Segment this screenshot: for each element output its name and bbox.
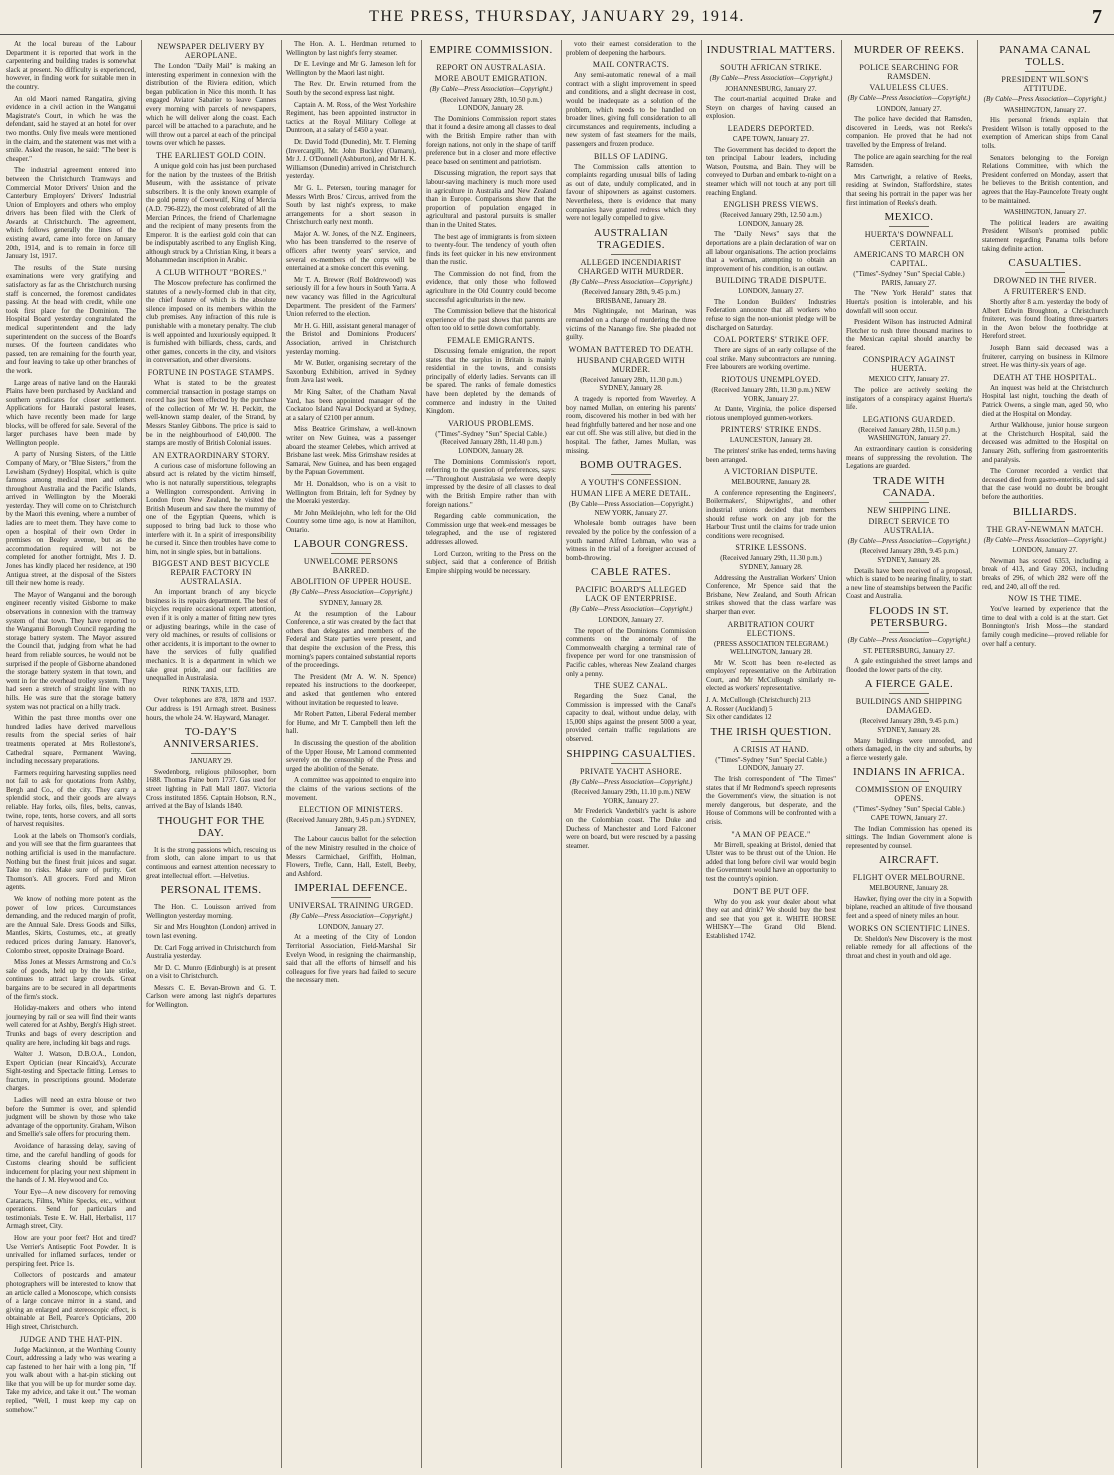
- article-paragraph: Mr H. G. Hill, assistant general manager of the Bristol and Dominions Producers' Association, arrived in Christchurch yesterday morning.: [286, 321, 416, 356]
- vote-list: [706, 696, 836, 722]
- dateline: LONDON, January 27.: [318, 922, 384, 931]
- article-paragraph: Miss Jones at Messrs Armstrong and Co.'s sale of goods, held up by the late strike, continues to attract large crowds. Great bargains are to be secured in all departments of the firm's stock.: [6, 958, 136, 1001]
- headline-rule: [611, 581, 651, 582]
- dateline: ("Times"-Sydney "Sun" Special Cable.) CAPE TOWN, January 27.: [853, 805, 965, 822]
- article-paragraph: The London Builders' Industries Federation announce that all workers who refuse to sign the non-unionist pledge will be discharged on Saturday.: [706, 297, 836, 332]
- article-paragraph: The court-martial acquitted Drake and Steyn on charges of having caused an explosion.: [706, 95, 836, 121]
- article-subheading: REPORT ON AUSTRALASIA.: [436, 63, 546, 72]
- article-paragraph: Discussing female emigration, the report states that the surplus in Britain is mainly residential in the towns, and consists principally of elderly ladies. Servants can ill be spared. The ranks of female domestics have been depleted by the demands of commerce and industry in the United Kingdom.: [426, 347, 556, 416]
- article-paragraph: Avoidance of harassing delay, saving of time, and the careful handling of goods for Customs clearing should be sufficient inducement for placing your next shipment in the hands of J. M. Heywood and Co.: [6, 1142, 136, 1185]
- article-paragraph: His personal friends explain that President Wilson is totally opposed to the exemption of American ships from Canal tolls.: [982, 116, 1108, 150]
- article-paragraph: Lord Curzon, writing to the Press on the subject, said that a conference of British Empire shipping would be necessary.: [426, 549, 556, 575]
- article-paragraph: We know of nothing more potent as the power of low prices. Curcumstances demanding, and the reduced margin of profit, are the Annual Sale. Dress Goods and Silks, Mantles, Skirts, Costumes, etc., at greatly reduced prices during January. Hanover's, Colombo street, opposite Drainage Board.: [6, 895, 136, 955]
- article-paragraph: Mr King Salter, of the Chatham Naval Yard, has been appointed manager of the Cockatoo Island Naval Dockyard at Sydney, at a salary of £2100 per annum.: [286, 387, 416, 422]
- article-paragraph: The political leaders are awaiting President Wilson's promised public statement regarding Panama tolls before taking definite action.: [982, 218, 1108, 253]
- article-paragraph: Large areas of native land on the Hauraki Plains have been purchased by Auckland and southern syndicates for closer settlement. Applications for Hauraki pastoral leases, which have recently been made for large blocks, will be offered for sale. Several of the larger purchases have been made by Wellington people.: [6, 378, 136, 447]
- article-paragraph: Mr W. Scott has been re-elected as employers' representative on the Arbitration Court, and Mr McCullough similarly re-elected as workers' representative.: [706, 658, 836, 693]
- masthead: [0, 0, 1114, 35]
- article-headline: THOUGHT FOR THE DAY.: [157, 814, 265, 839]
- headline-rule: [1025, 521, 1065, 522]
- dateline: (Received January 28th, 11.30 p.m.) NEW YORK, January 27.: [711, 386, 831, 403]
- source-line: (By Cable—Press Association—Copyright.): [569, 277, 693, 286]
- article-headline: AIRCRAFT.: [879, 854, 939, 867]
- article-paragraph: Within the past three months over one hundred ladies have derived marvellous results from the special series of hair treatments operated at Mrs Rollestone's, Cathedral square, Permanent Waving, including necessary preparations.: [6, 714, 136, 766]
- article-subheading: A FRUITERER'S END.: [1003, 287, 1087, 297]
- article-paragraph: Messrs C. E. Bevan-Brown and G. T. Carlson were among last night's departures for Wellington.: [146, 983, 276, 1010]
- article-paragraph: At the local bureau of the Labour Department it is reported that work in the carpentering and building trades is somewhat slack at present. No difficulty is experienced, however, in finding work for suitable men in the country.: [6, 40, 136, 91]
- article-subheading: RIOTOUS UNEMPLOYED.: [721, 375, 821, 385]
- article-paragraph: A curious case of misfortune following an absurd act is related by the victim himself, who is not naturally superstitious, telegraphs a Wellington correspondent. Arriving in London from New Zealand, he visited the British Museum and saw there the mummy of one of the Egyptian Queens, which is supposed to bring bad luck to those who interfere with it. In a spirit of irresponsibility he cursed it. Since then troubles have come to him, not in single spies, but in battalions.: [146, 461, 276, 556]
- article-subheading: WOMAN BATTERED TO DEATH.: [568, 344, 694, 354]
- article-subheading: STRIKE LESSONS.: [735, 543, 807, 553]
- article-subheading: NEWSPAPER DELIVERY BY AEROPLANE.: [157, 42, 265, 60]
- dateline: LONDON, January 27.: [598, 615, 664, 624]
- article-paragraph: The Government has decided to deport the ten principal Labour leaders, including Watson, Poutsma, and Bain. They will be conveyed to Durban and embark to-night on a steamer which will not touch at any port till reaching England.: [706, 145, 836, 197]
- source-line: (By Cable—Press Association—Copyright.): [709, 74, 833, 82]
- dateline: (Received January 29th, 11.10 p.m.) NEW YORK, January 27.: [571, 788, 691, 805]
- article-paragraph: You've learned by experience that the time to deal with a cold is at the start. Get Bonnington's Irish Moss—the standard family cough medicine—proved reliable for over half a century.: [982, 605, 1108, 648]
- dateline: (Received January 28th, 11.30 p.m.) SYDNEY, January 28.: [580, 375, 682, 393]
- article-subheading: PRINTERS' STRIKE ENDS.: [720, 425, 822, 435]
- article-paragraph: Details have been received of a proposal, which is stated to be nearing finality, to start a new line of steamships between the Pacific Coast and Australia.: [846, 566, 972, 601]
- article-paragraph: An important branch of any bicycle business is its repairs department. The best of bicycles require occasional expert attention, even if it is only a matter of fitting new tyres or adjusting bearings, while in the case of very old machines, or results of collisions or other accidents, it is important to the owner to have the services of fully qualified mechanics. It is a department in which we take great pride, and our facilities are unequalled in Australasia.: [146, 588, 276, 683]
- article-subheading: "A MAN OF PEACE.": [731, 829, 811, 839]
- article-paragraph: The Mayor of Wanganui and the borough engineer recently visited Gisborne to make observations in connexion with the tramway system of that town. They have reported to the Wanganui Borough Council regarding the storage battery system. The Mayor assured the Council that, judging from what he had heard from reliable sources, he would not be surprised if the people of Gisborne abandoned the storage battery system in that town, and went in for the overhead trolley system. They had seen a stretch of straight line with no hills. He was sure that the storage battery system was not practical on a hilly track.: [6, 590, 136, 711]
- article-subheading: JUDGE AND THE HAT-PIN.: [19, 1334, 123, 1344]
- article-headline: INDIANS IN AFRICA.: [852, 766, 965, 779]
- article-subheading: VARIOUS PROBLEMS.: [448, 418, 534, 428]
- dateline: SYDNEY, January 28.: [319, 599, 383, 608]
- headline-rule: [471, 59, 511, 60]
- article-paragraph: It is the strong passions which, rescuing us from sloth, can alone impart to us that continuous and earnest attention necessary to great intellectual effort. —Helvetius.: [146, 845, 276, 880]
- column-7: [842, 40, 976, 1468]
- article-paragraph: The President (Mr A. W. N. Spence) repeated his instructions to the doorkeeper, and asked that gentlemen who entered without invitation be requested to leave.: [286, 672, 416, 707]
- article-paragraph: Any semi-automatic renewal of a mail contract with a slight improvement in speed and conditions, and a slight decrease in cost, would be inadequate as a solution of the problem, which needs to be handled on broader lines, giving full consideration to all circumstances and requirements, including a new system of fast steamers for the mails, passengers and frozen produce.: [566, 71, 696, 148]
- article-paragraph: The Hon. A. L. Herdman returned to Wellington by last night's ferry steamer.: [286, 40, 416, 57]
- headline-rule: [191, 753, 231, 754]
- vote-list-item: A. Rosser (Auckland) 5: [706, 704, 773, 713]
- article-paragraph: The Commission believe that the historical experience of the past shows that parents are often too old to settle down comfortably.: [426, 307, 556, 333]
- article-paragraph: Hawker, flying over the city in a Sopwith biplane, reached an altitude of five thousand feet and a speed of ninety miles an hour.: [846, 894, 972, 921]
- article-paragraph: The Commission do not find, from the evidence, that only those who followed agriculture in the Old Country could become successful agriculturists in the new.: [426, 269, 556, 304]
- dateline: (Received January 28th, 9.45 p.m.) SYDNEY, January 28.: [286, 816, 416, 833]
- article-paragraph: President Wilson has instructed Admiral Fletcher to rush three thousand marines to the Mexican capital should anarchy be feared.: [846, 318, 972, 352]
- article-subheading: UNWELCOME PERSONS BARRED.: [303, 557, 399, 576]
- article-subheading: WORKS ON SCIENTIFIC LINES.: [847, 923, 971, 933]
- headline-rule: [889, 59, 929, 60]
- article-subheading: SOUTH AFRICAN STRIKE.: [720, 63, 822, 72]
- article-paragraph: Collectors of postcards and amateur photographers will be interested to know that an article called a Monoscope, which consists of a large concave mirror in a stand, and giving an enlarged and stereoscopic effect, is obtainable at Bell, Pearce's Opticians, 200 High street, Christchurch.: [6, 1271, 136, 1331]
- article-subheading: BILLS OF LADING.: [594, 151, 668, 161]
- headline-rule: [191, 899, 231, 900]
- page-number: 7: [1092, 6, 1102, 28]
- article-paragraph: The Rev. Dr. Erwin returned from the South by the second express last night.: [286, 80, 416, 97]
- article-paragraph: The industrial agreement entered into between the Christchurch Tramways and Commercial Motor Drivers' Union and the Canterbury Employers' Drivers' Industrial Union of Employers and others who employ drivers has been filed with the Clerk of Awards at Christchurch. The agreement, which follows generally the lines of the existing award, came into force on January 20th, 1914, and is to remain in force till January 1st, 1917.: [6, 166, 136, 261]
- article-subheading: CONSPIRACY AGAINST HUERTA.: [862, 355, 956, 374]
- article-paragraph: Judge Mackinnon, at the Worthing County Court, addressing a lady who was wearing a cap fastened to her hair with a long pin, "If you walk about with a hat-pin sticking out like that you will be up for murder some day. Take my advice, and take it out." The woman replied, "Well, I must keep my cap on somehow.": [6, 1345, 136, 1414]
- article-subheading: ABOLITION OF UPPER HOUSE.: [290, 577, 412, 587]
- article-paragraph: The Labour caucus ballot for the selection of the new Ministry resulted in the choice of Messrs Carmichael, Griffith, Holman, Flowers, Trefle, Cann, Hall, Estell, Beeby, and Ashford.: [286, 835, 416, 878]
- article-paragraph: An extraordinary caution is considering means of suppressing the revolution. The Legations are guarded.: [846, 445, 972, 471]
- article-subheading: AMERICANS TO MARCH ON CAPITAL.: [853, 250, 965, 269]
- column-8: [978, 40, 1112, 1468]
- article-paragraph: Discussing migration, the report says that labour-saving machinery is much more used in agriculture in Australia and New Zealand than in Europe. Comparisons show that the proportion of population engaged in agricultural and pastoral pursuits is smaller than in the United States.: [426, 169, 556, 229]
- dateline: LONDON, January 27.: [876, 104, 942, 113]
- article-subheading: HUMAN LIFE A MERE DETAIL.: [571, 489, 691, 499]
- article-headline: CASUALTIES.: [1008, 257, 1082, 270]
- article-subheading: BUILDINGS AND SHIPPING DAMAGED.: [855, 697, 963, 716]
- article-paragraph: Dr. Sheldon's New Discovery is the most reliable remedy for all affections of the throat and chest in youth and old age.: [846, 934, 972, 960]
- article-paragraph: Joseph Bann said deceased was a fruiterer, carrying on business in Kilmore street. He was thirty-six years of age.: [982, 344, 1108, 370]
- source-line: (By Cable—Press Association—Copyright.): [289, 912, 413, 921]
- article-subheading: LEADERS DEPORTED.: [727, 123, 815, 133]
- dateline: JOHANNESBURG, January 27.: [725, 84, 817, 93]
- headline-rule: [611, 474, 651, 475]
- article-headline: EMPIRE COMMISSION.: [429, 44, 553, 56]
- article-subheading: ARBITRATION COURT ELECTIONS.: [727, 619, 815, 638]
- article-headline: CABLE RATES.: [591, 566, 671, 579]
- article-paragraph: What is stated to be the greatest commercial transaction in postage stamps on record has just been effected by the purchase of the collection of Mr W. H. Peckitt, the well-known stamp dealer, of the Strand, by Messrs Stanley Gibbons. The price is said to be in the neighbourhood of £40,000. The stamps are mostly of British Colonial issues.: [146, 379, 276, 448]
- source-line: (By Cable—Press Association—Copyright.): [983, 95, 1107, 103]
- article-subheading: BUILDING TRADE DISPUTE.: [715, 276, 827, 286]
- masthead-title: THE PRESS, THURSDAY, JANUARY 29, 1914.: [369, 8, 745, 25]
- article-subheading: PRESIDENT WILSON'S ATTITUDE.: [1001, 75, 1089, 93]
- dateline: LONDON, January 27.: [738, 287, 804, 296]
- article-subheading: A CLUB WITHOUT "BORES.": [155, 268, 267, 278]
- source-line: (By Cable—Press Association—Copyright.): [429, 85, 553, 93]
- dateline: CAPE TOWN, January 27.: [732, 134, 810, 143]
- article-paragraph: The Moscow prefecture has confirmed the statutes of a newly-formed club in that city, the chief feature of which is the absolute silence imposed on its members within the club premises. Any infraction of this rule is punishable with a monetary penalty. The club is well appointed and luxuriously equipped. It is furnished with billiards, chess, cards, and other games, concerts in the city, and visitors in conversation, and other diversions.: [146, 279, 276, 365]
- article-headline: FLOODS IN ST. PETERSBURG.: [869, 604, 949, 629]
- dateline: ("Times"-Sydney "Sun" Special Cable.) (Received January 28th, 11.40 p.m.) LONDON, January 28.: [435, 429, 547, 455]
- article-paragraph: Mr T. A. Brewer (Rolf Boldrewood) was seriously ill for a few hours in South Yarra. A new vacancy was filled in the Agricultural Department. The president of the Farmers' Union referred to the election.: [286, 275, 416, 319]
- article-headline: A FIERCE GALE.: [864, 678, 954, 691]
- article-paragraph: Farmers requiring harvesting supplies need not fail to ask for quotations from Ashby, Bergh and Co., of the city. They carry a splendid stock, and their goods are always reliable. Hay forks, oils, files, belts, canvas, twine, rope, tents, horse covers, and all sorts of harvest requisites.: [6, 768, 136, 829]
- article-headline: MURDER OF REEKS.: [853, 44, 965, 56]
- dateline: MELBOURNE, January 28.: [731, 478, 811, 487]
- article-paragraph: Miss Beatrice Grimshaw, a well-known writer on New Guinea, was a passenger aboard the steamer Celebes, which arrived at Brisbane last week. Miss Grimshaw resides at Samarai, New Guinea, and has been engaged by the Papuan Government.: [286, 425, 416, 477]
- article-subheading: FEMALE EMIGRANTS.: [447, 336, 535, 346]
- dateline: (Received January 28th, 9.45 p.m.) BRISBANE, January 28.: [581, 288, 681, 305]
- article-headline: TRADE WITH CANADA.: [873, 474, 945, 499]
- column-6: [702, 40, 840, 1468]
- article-paragraph: Mr G. L. Petersen, touring manager for Messrs Wirth Bros.' Circus, arrived from the South by last night's express, to make arrangements for a short season in Christchurch early next month.: [286, 183, 416, 227]
- article-paragraph: Regarding the Suez Canal, the Commission is impressed with the Canal's capacity to deal, without undue delay, with 15,000 ships against the present 5000 a year, provided certain traffic regulations are observed.: [566, 692, 696, 744]
- dateline: (Received January 28th, 9.45 p.m.) SYDNEY, January 28.: [859, 547, 959, 564]
- headline-rule: [889, 781, 929, 782]
- article-paragraph: Walter J. Watson, D.B.O.A., London, Expert Optician (near Kincaid's), Accurate Sight-testing and Spectacle fitting. Lenses to fracture, in prescriptions ground. Moderate charges.: [6, 1050, 136, 1093]
- article-subheading: DROWNED IN THE RIVER.: [993, 276, 1097, 286]
- article-paragraph: Holiday-makers and others who intend journeying by rail or sea will find their wants well catered for at Ashby, Bergh's High street. Trunks and bags of every description and quality are here, including kit bags and rugs.: [6, 1004, 136, 1047]
- source-line: (By Cable—Press Association—Copyright.): [847, 536, 971, 545]
- article-paragraph: In discussing the question of the abolition of the Upper House, Mr Lamond commented severely on the censorship of the Press and urged the abolition of the Senate.: [286, 738, 416, 773]
- headline-rule: [331, 897, 371, 898]
- article-paragraph: Dr E. Levinge and Mr G. Jameson left for Wellington by the Maori last night.: [286, 60, 416, 77]
- article-paragraph: An inquest was held at the Christchurch Hospital last night, touching the death of Patrick Owens, a single man, aged 50, who died at the Hospital on Monday.: [982, 383, 1108, 418]
- article-paragraph: There are signs of an early collapse of the coal strike. Many subcontractors are running. Free labourers are working overtime.: [706, 346, 836, 372]
- article-subheading: COMMISSION OF ENQUIRY OPENS.: [855, 785, 963, 804]
- article-subheading: LEGATIONS GUARDED.: [862, 414, 956, 424]
- article-subheading: POLICE SEARCHING FOR RAMSDEN.: [859, 63, 959, 81]
- article-paragraph: Captain A. M. Ross, of the West Yorkshire Regiment, has been appointed instructor in tactics at the Royal Military College at Duntroon, at a salary of £450 a year.: [286, 100, 416, 135]
- article-subheading: HUERTA'S DOWNFALL CERTAIN.: [864, 230, 954, 249]
- article-subheading: MORE ABOUT EMIGRATION.: [434, 74, 548, 83]
- article-paragraph: At Dante, Virginia, the police dispersed riotous unemployed gunmen-workers.: [706, 405, 836, 422]
- article-paragraph: How are your poor feet? Hot and tired? Use Verrier's Antiseptic Foot Powder. It is unrivalled for inflamed surfaces, tender or perspiring feet. Price 1s.: [6, 1233, 136, 1268]
- article-headline: IMPERIAL DEFENCE.: [294, 882, 408, 895]
- article-paragraph: At the resumption of the Labour Conference, a stir was created by the fact that others than delegates and members of the Federal and State parties were present, and that despite the exclusion of the Press, this morning's papers contained substantial reports of the proceedings.: [286, 609, 416, 670]
- column-3: [282, 40, 420, 1468]
- article-paragraph: The best age of immigrants is from sixteen to twenty-four. The tendency of youth often finds its feet quicker in his new environment than the rustic.: [426, 232, 556, 267]
- article-paragraph: A tragedy is reported from Waverley. A boy named Mullan, on entering his parents' room, discovered his mother in bed with her head frightfully battered and her nose and one ear cut off. She was still alive, but died in the hospital. The father, James Mullan, was missing.: [566, 395, 696, 455]
- article-subheading: UNIVERSAL TRAINING URGED.: [288, 901, 414, 911]
- headline-rule: [889, 226, 929, 227]
- article-headline: SHIPPING CASUALTIES.: [566, 747, 696, 760]
- article-paragraph: Mrs Cartwright, a relative of Reeks, residing at Swindon, Staffordshire, states that seeing his portrait in the paper was her first intimation of Reeks's death.: [846, 172, 972, 207]
- article-paragraph: voto their earnest consideration to the problem of deepening the harbours.: [566, 40, 696, 57]
- article-paragraph: The police are actively seeking the instigators of a conspiracy against Huerta's life.: [846, 386, 972, 412]
- article-paragraph: Senators belonging to the Foreign Relations Committee, with which the President conferred on Monday, assert that he believes to the British contention, and agrees that the Hay-Pauncefote Treaty ought to be maintained.: [982, 153, 1108, 205]
- article-paragraph: Wholesale bomb outrages have been revealed by the police by the confession of a youth named Alfred Lehman, who was a witness in the trial of a foreigner accused of bomb-throwing.: [566, 519, 696, 562]
- headline-rule: [889, 632, 929, 633]
- article-paragraph: The Irish correspondent of "The Times" states that if Mr Redmond's speech represents the Government's view, the situation is not merely dangerous, but desperate, and the House of Commons will be confronted with a crisis.: [706, 775, 836, 826]
- article-paragraph: Sir and Mrs Houghton (London) arrived in town last evening.: [146, 923, 276, 940]
- article-subheading: DON'T BE PUT OFF.: [733, 886, 809, 896]
- article-paragraph: Mrs Nightingale, not Marinan, was remanded on a charge of murdering the three victims of the Nanango fire. She pleaded not guilty.: [566, 307, 696, 342]
- dateline: WASHINGTON, January 27.: [1003, 208, 1087, 217]
- article-paragraph: Swedenborg, religious philosopher, born 1688. Thomas Paine born 1737. Gas used for street lighting in Pall Mall 1807. Victoria Cross instituted 1856. Captain Hobson, R.N., arrived at the Bay of Islands 1840.: [146, 767, 276, 811]
- dateline: LONDON, January 27.: [1012, 546, 1078, 555]
- headline-rule: [889, 869, 929, 870]
- article-paragraph: Dr. David Todd (Dunedin), Mr. T. Fleming (Invercargill), Mr. John Buckley (Oamaru), Mr J. J. O'Donnell (Ashburton), and Mr H. K. Williamson (Dunedin) arrived in Christchurch yesterday.: [286, 137, 416, 181]
- article-subheading: THE GRAY-NEWMAN MATCH.: [986, 524, 1104, 534]
- article-paragraph: Your Eye—A new discovery for removing Cataracts, Films, White Specks, etc., without operations. Send for particulars and testimonials. Teste E. W. Hall, Herbalist, 117 Armagh street, City.: [6, 1188, 136, 1231]
- source-line: (By Cable—Press Association—Copyright.): [569, 605, 693, 614]
- article-subheading: AN EXTRAORDINARY STORY.: [152, 450, 270, 460]
- article-paragraph: Mr Robert Patten, Liberal Federal member for Hume, and Mr T. Campbell then left the hall.: [286, 710, 416, 736]
- article-paragraph: Dr. Carl Fogg arrived in Christchurch from Australia yesterday.: [146, 943, 276, 961]
- article-subheading: DIRECT SERVICE TO AUSTRALIA.: [868, 516, 950, 535]
- article-paragraph: The London "Daily Mail" is making an interesting experiment in connexion with the distribution of the Riviera edition, which began publication in Nice this month. It has engaged Aviator Sabatier to leave Cannes every morning with parcels of newspapers, which he will deliver along the coast. Each parcel will be attached to a parachute, and he will throw out a parcel at each of the principal towns over which he passes.: [146, 62, 276, 148]
- article-paragraph: The printers' strike has ended, terms having been arranged.: [706, 447, 836, 464]
- article-headline: PANAMA CANAL TOLLS.: [999, 44, 1091, 68]
- article-paragraph: Many buildings were unroofed, and others damaged, in the city and suburbs, by a fierce westerly gale.: [846, 736, 972, 762]
- headline-rule: [751, 59, 791, 60]
- column-1: [2, 40, 140, 1468]
- article-subheading: THE EARLIEST GOLD COIN.: [156, 150, 266, 160]
- article-paragraph: Shortly after 8 a.m. yesterday the body of Albert Edwin Broughton, a Christchurch fruiterer, was found floating three-quarters in the Avon below the footbridge at Hereford street.: [982, 298, 1108, 341]
- headline-rule: [889, 693, 929, 694]
- article-paragraph: An old Maori named Rangatira, giving evidence in a civil action in the Wanganui Magistrate's Court, in which he was the defendant, said he stayed at an hotel for over two months. Only five meals were mentioned in the claim, and the statement was met with a smile. Asked the reason, he said: "The beer is cheaper.": [6, 94, 136, 163]
- article-paragraph: Over telephones are 878, 1878 and 1937. Our address is 191 Armagh street. Business hours, the whole 24. W. Hayward, Manager.: [146, 696, 276, 722]
- article-headline: BILLIARDS.: [1012, 505, 1078, 518]
- source-line: (By Cable—Press Association—Copyright.): [289, 588, 413, 597]
- dateline: RINK TAXIS, LTD.: [182, 685, 240, 694]
- article-paragraph: The Hon. C. Louisson arrived from Wellington yesterday morning.: [146, 903, 276, 920]
- article-paragraph: The police are again searching for the real Ramsden.: [846, 152, 972, 170]
- article-paragraph: The "New York Herald" states that Huerta's position is intolerable, and his downfall will soon occur.: [846, 289, 972, 315]
- dateline: (By Cable—Press Association—Copyright.) NEW YORK, January 27.: [568, 500, 694, 517]
- article-paragraph: Look at the labels on Thomson's cordials, and you will see that the firm guarantees that nothing artificial is used in the manufacture. Nothing but the finest fruit juices and sugar. Take no risks. Make sure of purity. Get Thomson's. All grocers. Ford and Miron agents.: [6, 831, 136, 892]
- article-paragraph: Newman has scored 6353, including a break of 413, and Gray 2063, including breaks of 296, of which 282 were off the red, and 240, all off the red.: [982, 556, 1108, 591]
- article-paragraph: Mr Birrell, speaking at Bristol, denied that Ulster was to be thrust out of the Union. He added that long before civil war would begin the Government would have an opportunity to test the country's opinion.: [706, 840, 836, 883]
- dateline: LAUNCESTON, January 28.: [729, 436, 813, 445]
- column-4: [422, 40, 560, 1468]
- article-headline: INDUSTRIAL MATTERS.: [706, 44, 836, 56]
- source-line: (By Cable—Press Association—Copyright.): [847, 635, 971, 644]
- article-subheading: PRIVATE YACHT ASHORE.: [580, 766, 682, 776]
- article-paragraph: The report of the Dominions Commission comments on the anomaly of the Commonwealth charging a terminal rate of fivepence per word for one transmission of Pacific cables, whereas New Zealand charges only a penny.: [566, 626, 696, 678]
- dateline: JANUARY 29.: [189, 757, 233, 766]
- article-paragraph: Ladies will need an extra blouse or two before the Summer is over, and splendid judgment will be shown by those who take advantage of the opportunity. Graham, Wilson and Smellie's sale offers for procuring them.: [6, 1096, 136, 1139]
- dateline: ("Times"-Sydney "Sun" Special Cable.) LONDON, January 27.: [715, 755, 827, 773]
- article-subheading: ALLEGED INCENDIARIST CHARGED WITH MURDER.: [578, 257, 684, 276]
- headline-rule: [751, 741, 791, 742]
- column-5: [562, 40, 700, 1468]
- article-paragraph: The Dominions Commission report states that it found a desire among all classes to deal with the British Empire rather than with foreign nations, not only in the shape of tariff preference but in a closer and more effective peace based on sentiment and patriotism.: [426, 114, 556, 166]
- article-subheading: A VICTORIAN DISPUTE.: [724, 467, 818, 477]
- dateline: WASHINGTON, January 27.: [1003, 105, 1087, 114]
- article-headline: BOMB OUTRAGES.: [579, 459, 683, 472]
- column-2: [142, 40, 280, 1468]
- article-paragraph: A party of Nursing Sisters, of the Little Company of Mary, or "Blue Sisters," from the Lewisham (Sydney) Hospital, which is quite famous among medical men and others throughout Australia and the Pacific Islands, arrived in Wellington by the Moeraki yesterday. They will come on to Christchurch by the Maori this evening, where a number of ladies are to meet them. They have come to open a hospital of their own Order in premises on Bealey avenue, but as the accommodation required will not be completed for another fortnight, Mrs J. D. Jones has kindly placed her residence, at 190 Antigua street, at the disposal of the Sisters till their new home is ready.: [6, 450, 136, 588]
- article-subheading: FORTUNE IN POSTAGE STAMPS.: [147, 368, 275, 377]
- article-paragraph: Mr Frederick Vanderbilt's yacht is ashore on the Colombian coast. The Duke and Duchess of Manchester and Lord Falconer were on board, but were rescued by a passing steamer.: [566, 807, 696, 850]
- article-paragraph: The Commission calls attention to complaints regarding unusual bills of lading as out of date, unduly complicated, and in favour of shipowners as against customers. Nevertheless, there is evidence that many companies have granted redress which they were not legally compelled to give.: [566, 162, 696, 223]
- article-paragraph: A unique gold coin has just been purchased for the nation by the trustees of the British Museum, with the assistance of private subscribers. It is the only known example of the gold penny of Coenwulf, King of Mercia (A.D. 796-822), the most celebrated of all the Mercian Princes, the friend of Charlemagne and the recipient of many presents from the Emperor. It is the earliest gold coin that can be indisputably ascribed to any English King, although struck by a Christian King, it bears a Mohammedan inscription in Arabic.: [146, 161, 276, 265]
- article-subheading: VALUELESS CLUES.: [869, 83, 949, 92]
- article-headline: LABOUR CONGRESS.: [293, 538, 409, 551]
- vote-list-item: Six other candidates 12: [706, 713, 772, 722]
- article-paragraph: Arthur Walkhouse, junior house surgeon at the Christchurch Hospital, said the deceased was admitted to the Hospital on January 26th, suffering from gastroenteritis and paralysis.: [982, 421, 1108, 464]
- article-subheading: FLIGHT OVER MELBOURNE.: [852, 873, 966, 883]
- source-line: (By Cable—Press Association—Copyright.): [983, 535, 1107, 544]
- article-subheading: ELECTION OF MINISTERS.: [298, 805, 404, 815]
- article-headline: AUSTRALIAN TRAGEDIES.: [593, 226, 669, 251]
- article-paragraph: Mr H. Donaldson, who is on a visit to Wellington from Britain, left for Sydney by the Moeraki yesterday.: [286, 479, 416, 506]
- article-subheading: HUSBAND CHARGED WITH MURDER.: [576, 355, 686, 374]
- article-subheading: COAL PORTERS' STRIKE OFF.: [713, 335, 829, 345]
- article-subheading: NOW IS THE TIME.: [1008, 594, 1082, 604]
- article-paragraph: Addressing the Australian Workers' Union Conference, Mr Spence said that the Brisbane, New Zealand, and South African strikes showed that the class warfare was sharper than ever.: [706, 573, 836, 616]
- article-paragraph: A committee was appointed to enquire into the claims of the various sections of the movement.: [286, 776, 416, 802]
- article-subheading: THE SUEZ CANAL.: [594, 681, 668, 691]
- article-subheading: NEW SHIPPING LINE.: [867, 505, 951, 515]
- headline-rule: [191, 842, 231, 843]
- dateline: (Received January 29th, 12.50 a.m.) LONDON, January 28.: [720, 211, 822, 228]
- article-subheading: BIGGEST AND BEST BICYCLE REPAIR FACTORY IN AUSTRALASIA.: [152, 559, 270, 587]
- article-subheading: MAIL CONTRACTS.: [592, 60, 670, 70]
- source-line: (By Cable—Press Association—Copyright.): [847, 94, 971, 102]
- article-paragraph: The Coroner recorded a verdict that deceased died from gastro-enteritis, and said that the case would no doubt be brought before the authorities.: [982, 467, 1108, 501]
- article-headline: THE IRISH QUESTION.: [710, 725, 832, 738]
- article-paragraph: A conference representing the Engineers', Boilermakers', Shipwrights', and other industrial unions decided that members should refuse work on any job for the Harbour Trust until the claims for trade union conditions were recognised.: [706, 488, 836, 540]
- article-paragraph: Why do you ask your dealer about what they eat and drink? We should buy the best and see that you get it. WHITE HORSE WHISKY—The Grand Old Blend. Established 1742.: [706, 897, 836, 940]
- article-subheading: ENGLISH PRESS VIEWS.: [723, 200, 819, 210]
- headline-rule: [611, 763, 651, 764]
- article-paragraph: A gale extinguished the street lamps and flooded the lower parts of the city.: [846, 657, 972, 674]
- article-headline: PERSONAL ITEMS.: [160, 884, 262, 897]
- dateline: (Received January 29th, 11.30 p.m.) SYDNEY, January 28.: [720, 554, 822, 571]
- article-subheading: A YOUTH'S CONFESSION.: [580, 478, 682, 488]
- headline-rule: [1025, 272, 1065, 273]
- article-paragraph: The results of the State nursing examinations were very gratifying and satisfactory as far as the Christchurch nursing staff is concerned, the foremost candidates passing. At the head with credit, while one took first place for the Dominion. The Hospital Board yesterday congratulated the medical superintendent and the lady superintendent on the success of the Board's nurses. Of the fourteen candidates who passed, ten are remaining for the fourth year, and four leaving to take up other branches of the work.: [6, 263, 136, 375]
- article-headline: MEXICO.: [884, 211, 934, 224]
- article-headline: TO-DAY'S ANNIVERSARIES.: [163, 726, 259, 751]
- article-paragraph: Mr W. Butler, organising secretary of the Saxonburg Exhibition, arrived in Sydney from Java last week.: [286, 359, 416, 385]
- dateline: (Received January 28th, 11.50 p.m.) WASHINGTON, January 27.: [858, 425, 960, 443]
- article-subheading: A CRISIS AT HAND.: [733, 744, 809, 754]
- dateline: (PRESS ASSOCIATION TELEGRAM.) WELLINGTON, January 28.: [713, 639, 829, 657]
- source-line: (By Cable—Press Association—Copyright.): [569, 777, 693, 786]
- headline-rule: [611, 254, 651, 255]
- article-paragraph: At a meeting of the City of London Territorial Association, Field-Marshal Sir Evelyn Wood, in resigning the chairmanship, said that all the efforts of himself and his colleagues for five years had failed to secure the necessary men.: [286, 933, 416, 985]
- dateline: (Received January 28th, 9.45 p.m.) SYDNEY, January 28.: [859, 717, 959, 734]
- vote-list-item: J. A. McCullough (Christchurch) 213: [706, 696, 811, 705]
- article-paragraph: The Dominions Commission's report, referring to the question of preferences, says:—"Throughout Australasia we were deeply impressed by the desire of all classes to deal with the British Empire rather than with foreign nations.": [426, 457, 556, 509]
- article-subheading: PACIFIC BOARD'S ALLEGED LACK OF ENTERPRISE.: [575, 585, 687, 604]
- article-paragraph: Regarding cable communication, the Commission urge that week-end messages be telegraphed, and the use of registered addresses allowed.: [426, 512, 556, 546]
- dateline: ("Times"-Sydney "Sun" Special Cable.) PARIS, January 27.: [853, 270, 965, 287]
- headline-rule: [889, 502, 929, 503]
- article-paragraph: Major A. W. Jones, of the N.Z. Engineers, who has been transferred to the reserve of officers after twenty years' service, and several ex-members of the corps will be entertained at a smoke concert this evening.: [286, 229, 416, 273]
- dateline: MEXICO CITY, January 27.: [868, 375, 950, 384]
- dateline: ST. PETERSBURG, January 27.: [863, 646, 955, 655]
- article-paragraph: The police have decided that Ramsden, discovered in Leeds, was not Reeks's companion. He proved that he had not travelled by the Empress of Ireland.: [846, 115, 972, 149]
- dateline: MELBOURNE, January 28.: [869, 884, 949, 893]
- article-paragraph: Mr D. C. Munro (Edinburgh) is at present on a visit to Christchurch.: [146, 963, 276, 981]
- headline-rule: [331, 553, 371, 554]
- article-subheading: DEATH AT THE HOSPITAL.: [993, 372, 1097, 382]
- article-paragraph: The "Daily News" says that the deportations are a plain declaration of war on all labour organisations. The action proclaims that a workman, attempting to obtain an improvement of his condition, is an outlaw.: [706, 230, 836, 273]
- article-paragraph: The Indian Commission has opened its sittings. The Indian Government alone is represented by counsel.: [846, 824, 972, 850]
- headline-rule: [1025, 71, 1065, 72]
- article-paragraph: Mr John Meiklejohn, who left for the Old Country some time ago, is now at Hamilton, Ontario.: [286, 508, 416, 534]
- dateline: (Received January 28th, 10.50 p.m.) LONDON, January 28.: [440, 95, 542, 113]
